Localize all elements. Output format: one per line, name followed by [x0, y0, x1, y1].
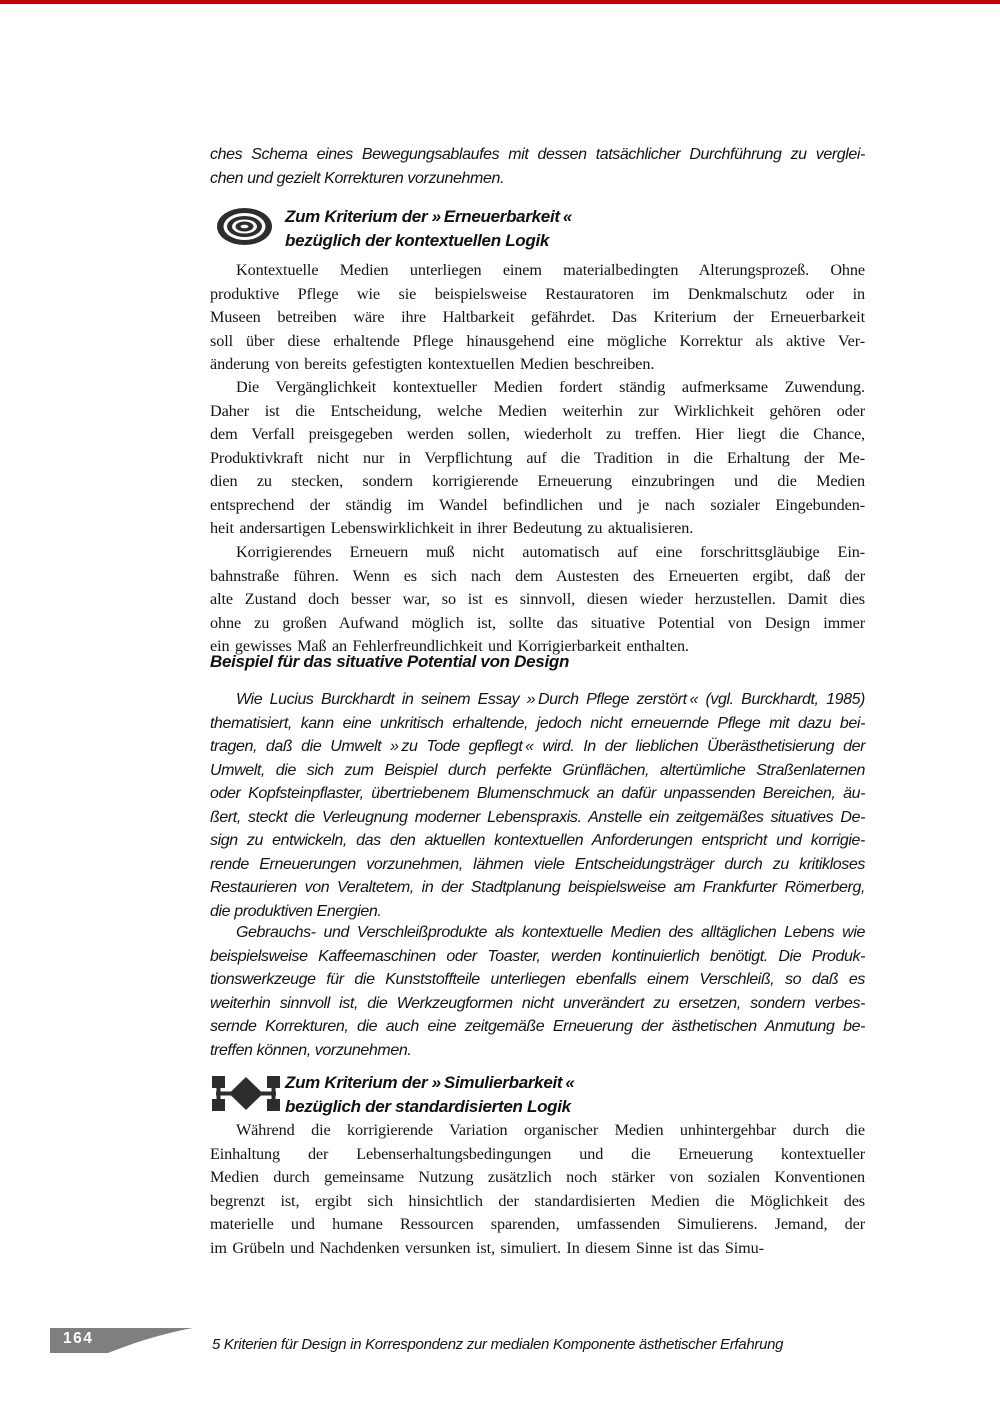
- paragraph: [210, 1119, 865, 1260]
- text-line: thematisiert, kann eine unkritisch erhaltende, jedoch nicht erneuernde Pflege mit dazu bei-: [210, 714, 865, 732]
- text-line: dien zu stecken, sondern korrigierende Erneuerung einzubringen und die Medien: [210, 472, 865, 490]
- example-paragraph: [210, 688, 865, 923]
- text-line: Daher ist die Entscheidung, welche Medien weiterhin zur Wirklichkeit gehören oder: [210, 401, 865, 420]
- text-line: materielle und humane Ressourcen sparenden, umfassenden Simulierens. Jemand, der: [210, 1215, 865, 1233]
- text-line: chen und gezielt Korrekturen vorzunehmen.: [210, 169, 505, 187]
- text-line: beispielsweise Kaffeemaschinen oder Toaster, werden kontinuierlich benötigt. Die Produk-: [210, 947, 865, 965]
- text-line: im Grübeln und Nachdenken versunken ist, simuliert. In diesem Sinne ist das Simu-: [210, 1238, 764, 1257]
- text-line: heit andersartigen Lebenswirklichkeit in ihrer Bedeutung zu aktualisieren.: [210, 519, 694, 537]
- text-line: entsprechend der ständig im Wandel befindlichen und je nach sozialer Eingebunden-: [210, 495, 865, 514]
- text-line: produktive Pflege wie sie beispielsweise Restauratoren im Denkmalschutz oder in: [210, 284, 865, 303]
- text-line: oder Kopfsteinpflaster, übertriebenem Blumenschmuck an dafür unpassenden Bereichen, äu-: [210, 785, 865, 802]
- text-line: bahnstraße führen. Wenn es sich nach dem Austesten des Erneuerten ergibt, daß der: [210, 566, 865, 585]
- criterion-2-heading-line2: bezüglich der standardisierten Logik: [285, 1096, 571, 1116]
- criterion-2-heading-line1: Zum Kriterium der » Simulierbarkeit «: [285, 1073, 575, 1092]
- text-line: treffen können, vorzunehmen.: [210, 1041, 412, 1059]
- text-line: sernde Korrekturen, die auch eine zeitgemäße Erneuerung der ästhetischen Anmutung be-: [210, 1018, 865, 1035]
- text-line: Korrigierendes Erneuern muß nicht automatisch auf eine forschrittsgläubige Ein-: [236, 543, 865, 561]
- text-line: Die Vergänglichkeit kontextueller Medien fordert ständig aufmerksame Zuwendung.: [236, 378, 865, 396]
- text-line: die produktiven Energien.: [210, 902, 382, 920]
- paragraph: [210, 376, 865, 541]
- text-line: tionswerkzeuge für die Kunststoffteile unterliegen ebenfalls einem Verschleiß, so daß es: [210, 971, 865, 988]
- text-line: Gebrauchs- und Verschleißprodukte als kontextuelle Medien des alltäglichen Lebens wie: [236, 924, 865, 941]
- text-line: ches Schema eines Bewegungsablaufes mit dessen tatsächlicher Durchführung zu verglei-: [210, 146, 865, 163]
- criterion-1-heading-line2: bezüglich der kontextuellen Logik: [285, 230, 550, 250]
- top-red-rule: [0, 0, 1000, 4]
- text-line: alte Zustand doch besser war, so ist es sinnvoll, diesen wieder herzustellen. Damit dies: [210, 590, 865, 608]
- running-footer-caption: 5 Kriterien für Design in Korrespondenz zur medialen Komponente ästhetischer Erfahrung: [212, 1336, 784, 1353]
- example-paragraph: [210, 921, 865, 1062]
- criterion-2-heading: [285, 1071, 805, 1118]
- intro-paragraph: [210, 143, 865, 190]
- text-line: Produktivkraft nicht nur in Verpflichtung auf die Tradition in die Erhaltung der Me-: [210, 448, 865, 467]
- text-line: Medien durch gemeinsame Nutzung zusätzlich noch stärker von sozialen Konventionen: [210, 1168, 865, 1186]
- text-line: Während die korrigierende Variation organischer Medien unhintergehbar durch die: [236, 1121, 865, 1139]
- paragraph: [210, 259, 865, 377]
- text-line: Wie Lucius Burckhardt in seinem Essay » Durch Pflege zerstört « (vgl. Burckhardt, 1985): [236, 691, 865, 708]
- text-line: Kontextuelle Medien unterliegen einem materialbedingten Alterungsprozeß. Ohne: [236, 261, 865, 279]
- text-line: begrenzt ist, ergibt sich hinsichtlich der standardisierten Medien die Möglichkeit des: [210, 1191, 865, 1210]
- text-line: Museen betreiben wäre ihre Haltbarkeit gefährdet. Das Kriterium der Erneuerbarkeit: [210, 308, 865, 326]
- text-line: tragen, daß die Umwelt » zu Tode gepflegt « wird. In der lieblichen Überästhetisierung der: [210, 738, 865, 755]
- text-line: soll über diese erhaltende Pflege hinausgehend eine mögliche Korrektur als aktive Ver-: [210, 331, 865, 350]
- text-line: sign zu entwickeln, das den aktuellen kontextuellen Anforderungen entspricht und korrigie-: [210, 832, 865, 849]
- text-line: ohne zu großen Aufwand möglich ist, sollte das situative Potential von Design immer: [210, 613, 865, 632]
- concentric-ellipses-icon: [217, 208, 272, 250]
- criterion-1-heading: [285, 205, 805, 252]
- text-line: Restaurieren von Veraltetem, in der Stadtplanung beispielsweise am Frankfurter Römerberg,: [210, 879, 865, 896]
- text-line: Umwelt, die sich zum Beispiel durch perfekte Grünflächen, altertümliche Straßenlaternen: [210, 761, 865, 779]
- paragraph: [210, 541, 865, 659]
- text-line: rende Erneuerungen vorzunehmen, lähmen viele Entscheidungsträger durch zu kritikloses: [210, 855, 865, 873]
- text-line: ein gewisses Maß an Fehlerfreundlichkeit und Korrigierbarkeit enthalten.: [210, 637, 689, 655]
- diamond-network-icon: [212, 1076, 280, 1117]
- page-number: 164: [63, 1330, 94, 1347]
- text-line: änderung von bereits gefestigten kontextuellen Medien beschreiben.: [210, 355, 655, 373]
- text-line: ßert, steckt die Verleugnung moderner Lebenspraxis. Anstelle ein zeitgemäßes situatives De-: [210, 808, 865, 826]
- text-line: dem Verfall preisgegeben werden sollen, wiederholt zu treffen. Hier liegt die Chance,: [210, 425, 865, 443]
- criterion-1-heading-line1: Zum Kriterium der » Erneuerbarkeit «: [285, 207, 572, 226]
- text-line: Einhaltung der Lebenserhaltungsbedingungen und die Erneuerung kontextueller: [210, 1144, 865, 1163]
- text-line: weiterhin sinnvoll ist, die Werkzeugformen nicht unverändert zu ersetzen, sondern verbes-: [210, 994, 865, 1012]
- example-subheading: Beispiel für das situative Potential von Design: [210, 652, 570, 671]
